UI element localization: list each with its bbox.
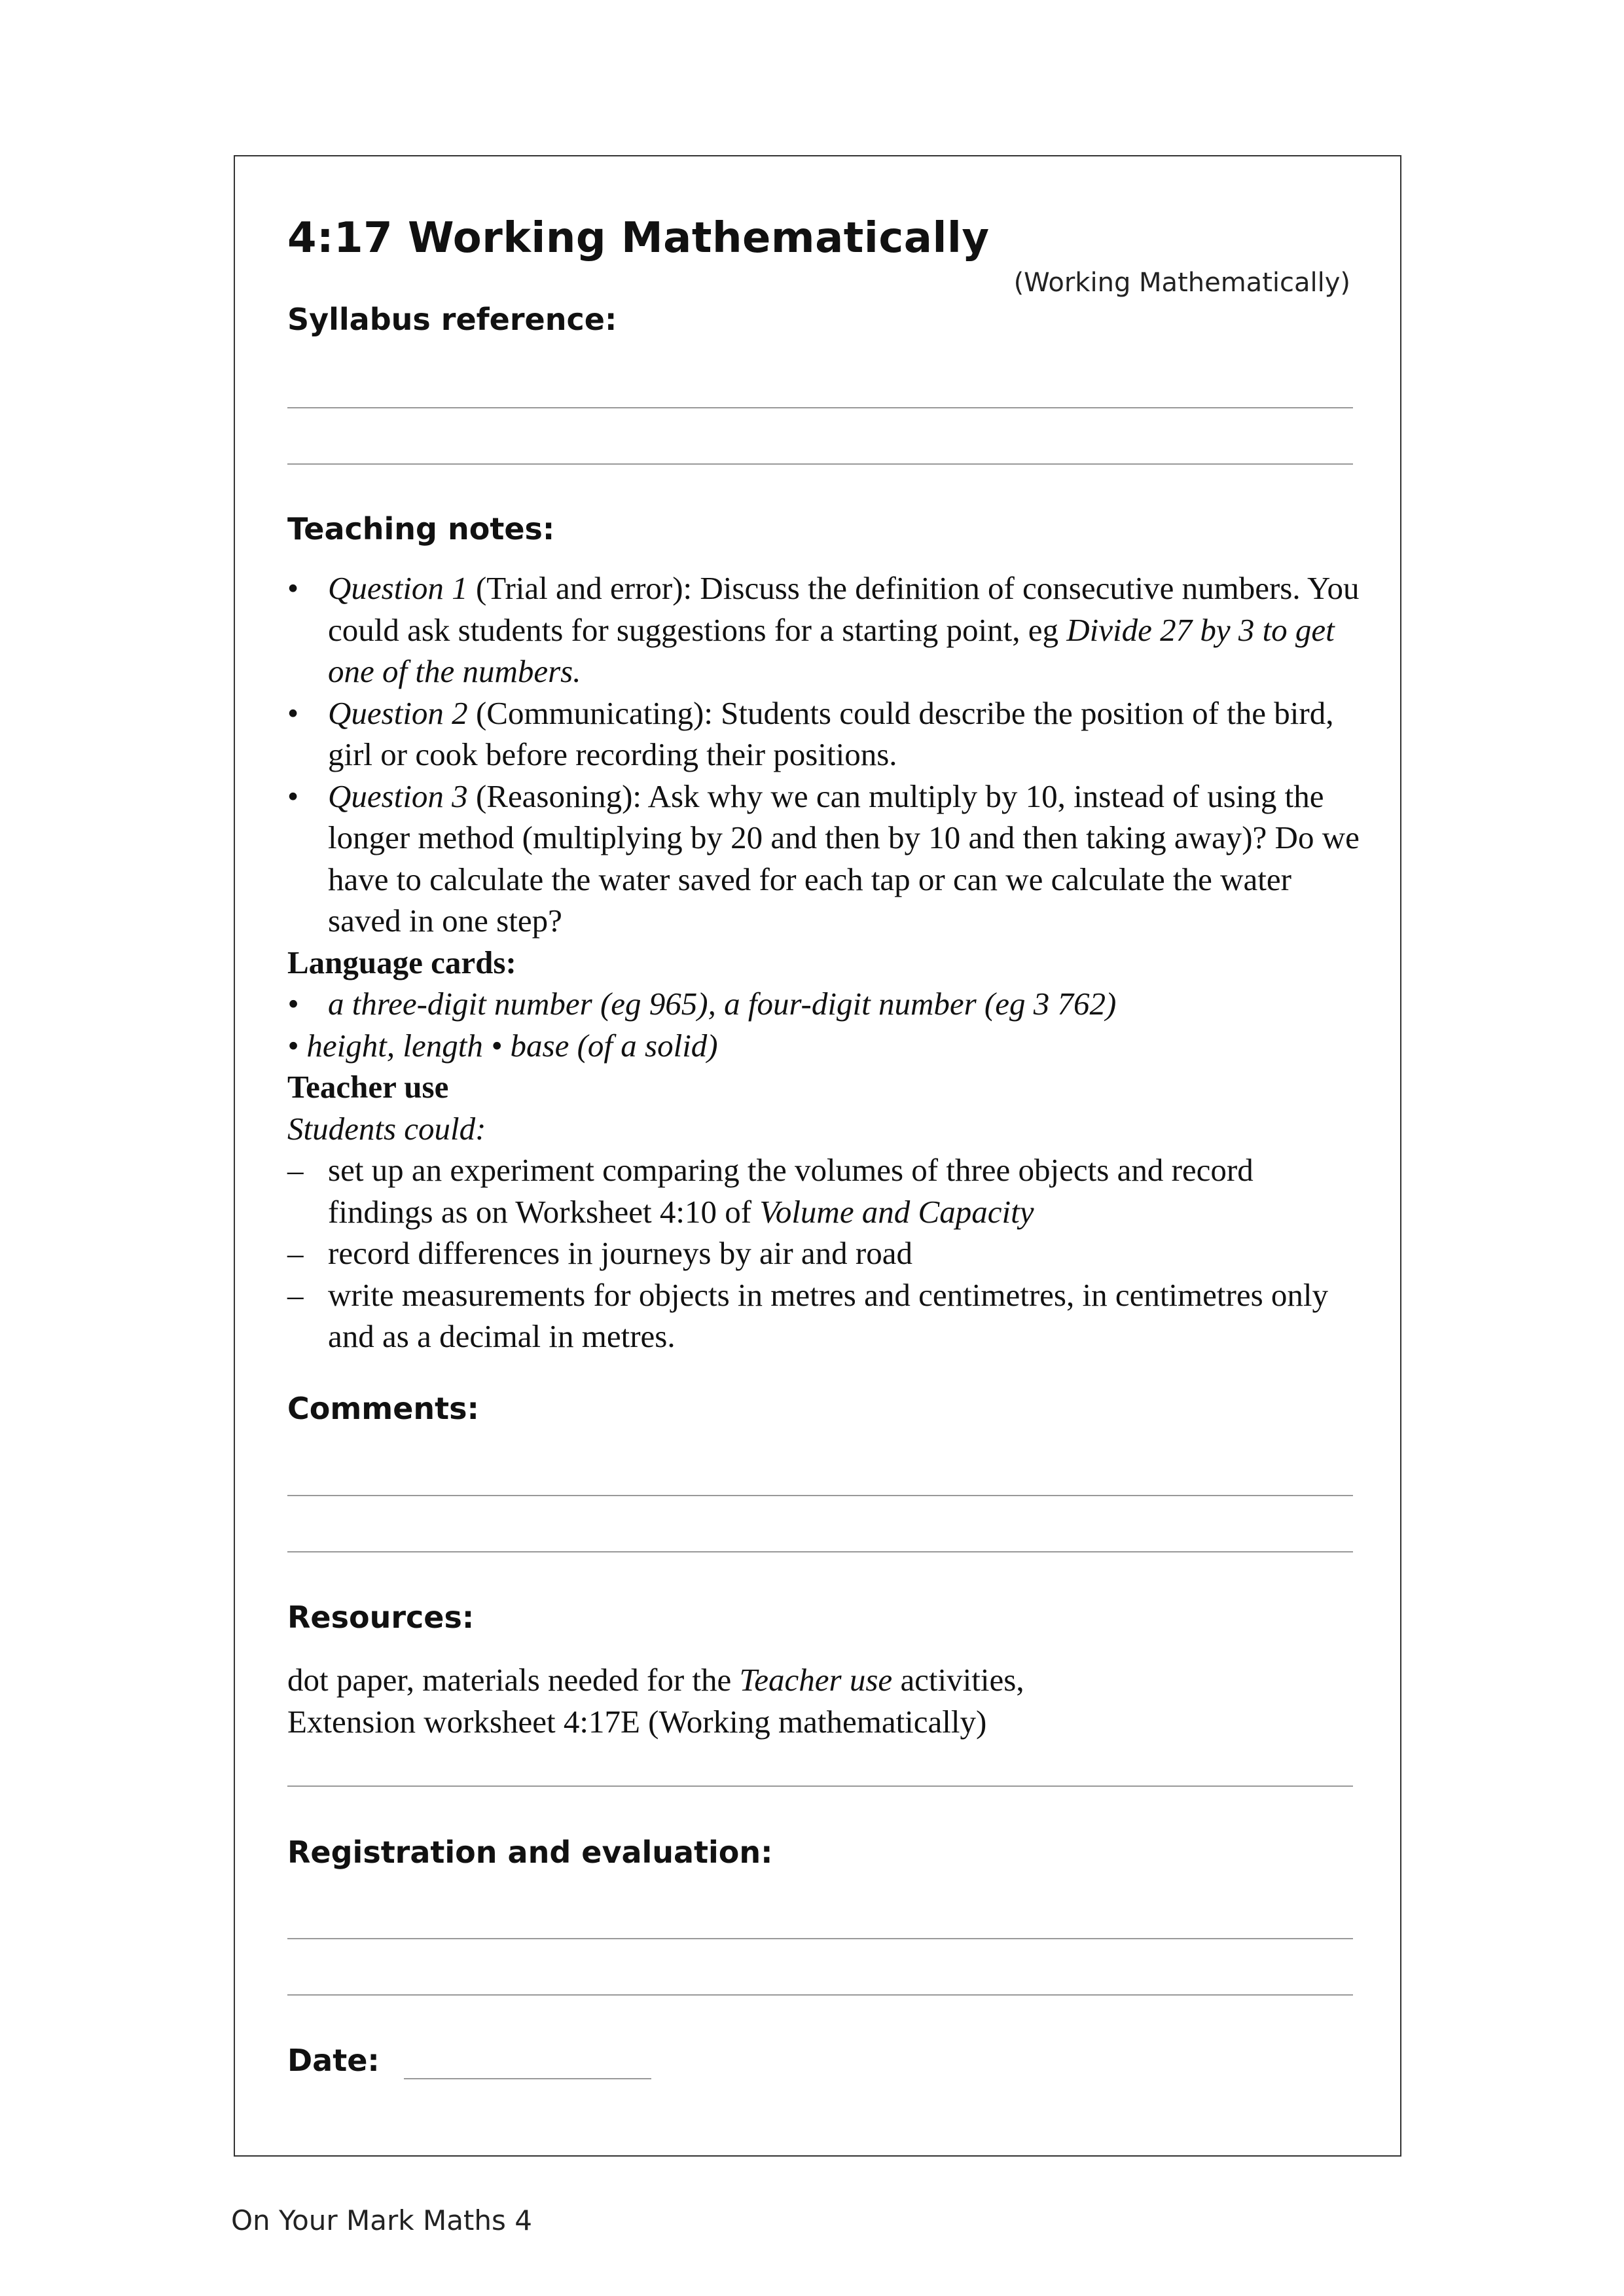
resources-line	[287, 1785, 1353, 1787]
note-question-3: • Question 3 (Reasoning): Ask why we can multiply by 10, instead of using the longer method (multiplying by 20 and then by 10 and then taking away)? Do we have to calculate the water saved for each tap or can we calculate the water saved in one step?	[287, 776, 1361, 942]
resources-line-1: dot paper, materials needed for the Teacher use activities,	[287, 1662, 1024, 1698]
teacher-activity-3: – write measurements for objects in metres and centimetres, in centimetres only and as a decimal in metres.	[287, 1274, 1361, 1357]
bullet-icon: •	[287, 778, 299, 814]
language-cards-heading: Language cards:	[287, 944, 516, 980]
comments-line-1	[287, 1495, 1353, 1496]
bullet-icon: •	[287, 986, 299, 1022]
bullet-icon: •	[287, 570, 299, 606]
date-line	[404, 2078, 651, 2079]
dash-icon: –	[287, 1276, 304, 1313]
language-card-2: • height, length • base (of a solid)	[287, 1027, 718, 1064]
teaching-notes-body	[287, 567, 1361, 1357]
syllabus-line-1	[287, 407, 1353, 408]
worksheet-frame	[234, 155, 1401, 2157]
note-question-1: • Question 1 (Trial and error): Discuss the definition of consecutive numbers. You could ask students for suggestions for a starting point, eg Divide 27 by 3 to get one of the numbers.	[287, 567, 1361, 692]
date-label: Date:	[287, 2043, 380, 2078]
registration-heading: Registration and evaluation:	[287, 1835, 773, 1870]
teaching-notes-heading: Teaching notes:	[287, 511, 555, 547]
teacher-activity-1: – set up an experiment comparing the volumes of three objects and record findings as on Worksheet 4:10 of Volume and Capacity	[287, 1149, 1361, 1232]
resources-line-2: Extension worksheet 4:17E (Working mathematically)	[287, 1703, 987, 1740]
strand-subtitle: (Working Mathematically)	[1013, 268, 1350, 298]
students-could-label: Students could:	[287, 1110, 486, 1147]
page-title: 4:17 Working Mathematically	[287, 214, 990, 262]
dash-icon: –	[287, 1152, 304, 1188]
bullet-icon: •	[287, 694, 299, 731]
registration-line-2	[287, 1994, 1353, 1996]
comments-line-2	[287, 1551, 1353, 1552]
resources-body	[287, 1659, 1361, 1742]
registration-line-1	[287, 1938, 1353, 1939]
dash-icon: –	[287, 1235, 304, 1271]
footer-book-title: On Your Mark Maths 4	[231, 2204, 532, 2236]
teacher-use-heading: Teacher use	[287, 1069, 449, 1105]
language-card-1: • a three-digit number (eg 965), a four-digit number (eg 3 762)	[287, 983, 1361, 1025]
resources-heading: Resources:	[287, 1600, 475, 1635]
syllabus-line-2	[287, 463, 1353, 465]
syllabus-reference-heading: Syllabus reference:	[287, 302, 617, 337]
teacher-activity-2: – record differences in journeys by air and road	[287, 1232, 1361, 1274]
comments-heading: Comments:	[287, 1391, 479, 1426]
note-question-2: • Question 2 (Communicating): Students could describe the position of the bird, girl or cook before recording their positions.	[287, 692, 1361, 776]
